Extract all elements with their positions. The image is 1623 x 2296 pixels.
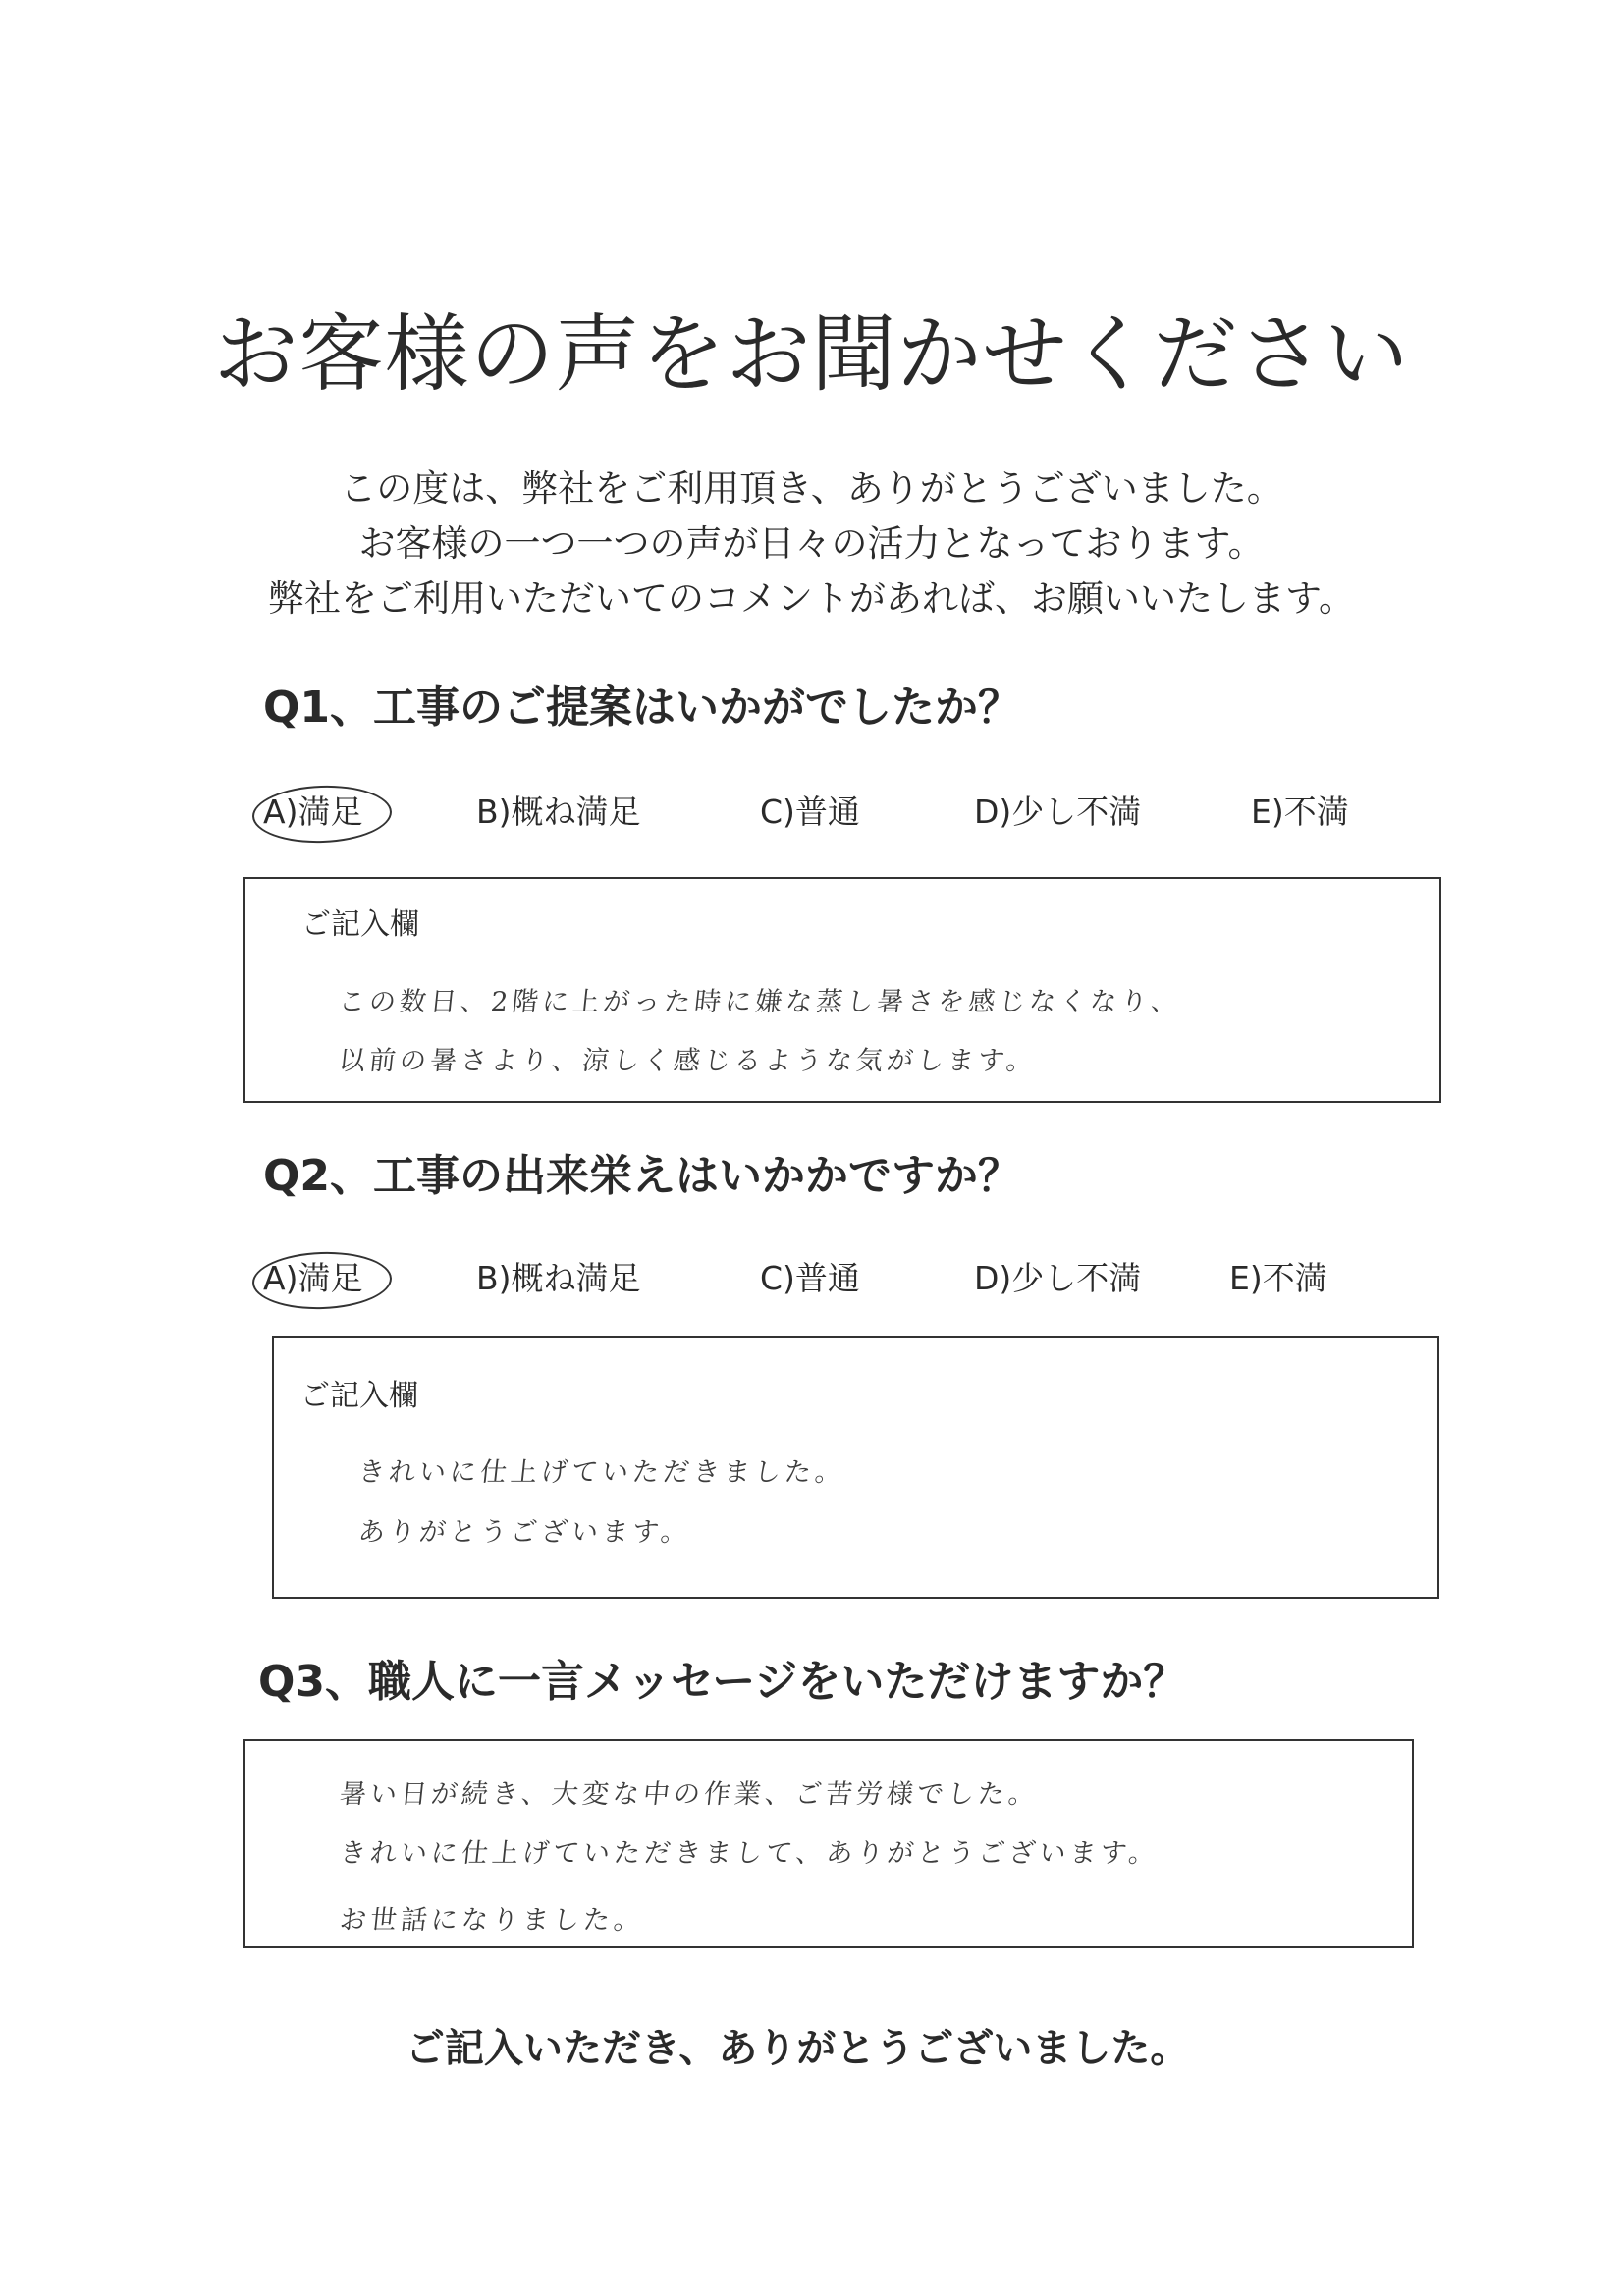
- handwritten-comment-line: 以前の暑さより、涼しく感じるような気がします。: [337, 1046, 1039, 1076]
- comment-box-label: ご記入欄: [301, 907, 419, 942]
- handwritten-comment-line: ありがとうございます。: [356, 1517, 693, 1548]
- comment-box-3: [243, 1739, 1414, 1948]
- option-d: D)少し不満: [974, 793, 1142, 831]
- intro-line: この度は、弊社をご利用頂き、ありがとうございました。: [340, 467, 1283, 510]
- option-a: A)満足: [263, 793, 363, 831]
- intro-line: 弊社をご利用いただいてのコメントがあれば、お願いいたします。: [267, 577, 1356, 620]
- page-title: お客様の声をお聞かせください: [213, 305, 1410, 404]
- option-b: B)概ね満足: [476, 1259, 641, 1297]
- comment-box-1: [243, 877, 1441, 1103]
- question-1-options: [0, 793, 1623, 832]
- option-e: E)不満: [1229, 1259, 1327, 1297]
- handwritten-comment-line: きれいに仕上げていただきました。: [356, 1457, 847, 1488]
- handwritten-comment-line: お世話になりました。: [338, 1905, 646, 1936]
- option-e: E)不満: [1251, 793, 1349, 831]
- intro-line: お客様の一つ一つの声が日々の活力となっております。: [358, 522, 1265, 565]
- intro-text: [0, 462, 1623, 627]
- option-d: D)少し不満: [974, 1259, 1142, 1297]
- comment-box-label: ご記入欄: [300, 1379, 418, 1413]
- handwritten-comment-line: この数日、2階に上がった時に嫌な蒸し暑さを感じなくなり、: [337, 987, 1183, 1017]
- closing-message: ご記入いただき、ありがとうございました。: [406, 2026, 1190, 2071]
- handwritten-comment-line: きれいに仕上げていただきまして、ありがとうございます。: [338, 1838, 1161, 1869]
- option-b: B)概ね満足: [476, 793, 641, 831]
- question-1-label: Q1、工事のご提案はいかがでしたか？: [263, 683, 1022, 733]
- option-c: C)普通: [760, 1259, 860, 1297]
- option-a: A)満足: [263, 1259, 363, 1297]
- option-c: C)普通: [760, 793, 860, 831]
- question-2-options: [0, 1259, 1623, 1298]
- comment-box-2: [272, 1336, 1439, 1599]
- question-2-label: Q2、工事の出来栄えはいかかですか？: [263, 1151, 1022, 1201]
- question-3-label: Q3、職人に一言メッセージをいただけますか？: [258, 1657, 1187, 1707]
- handwritten-comment-line: 暑い日が続き、大変な中の作業、ご苦労様でした。: [338, 1779, 1041, 1810]
